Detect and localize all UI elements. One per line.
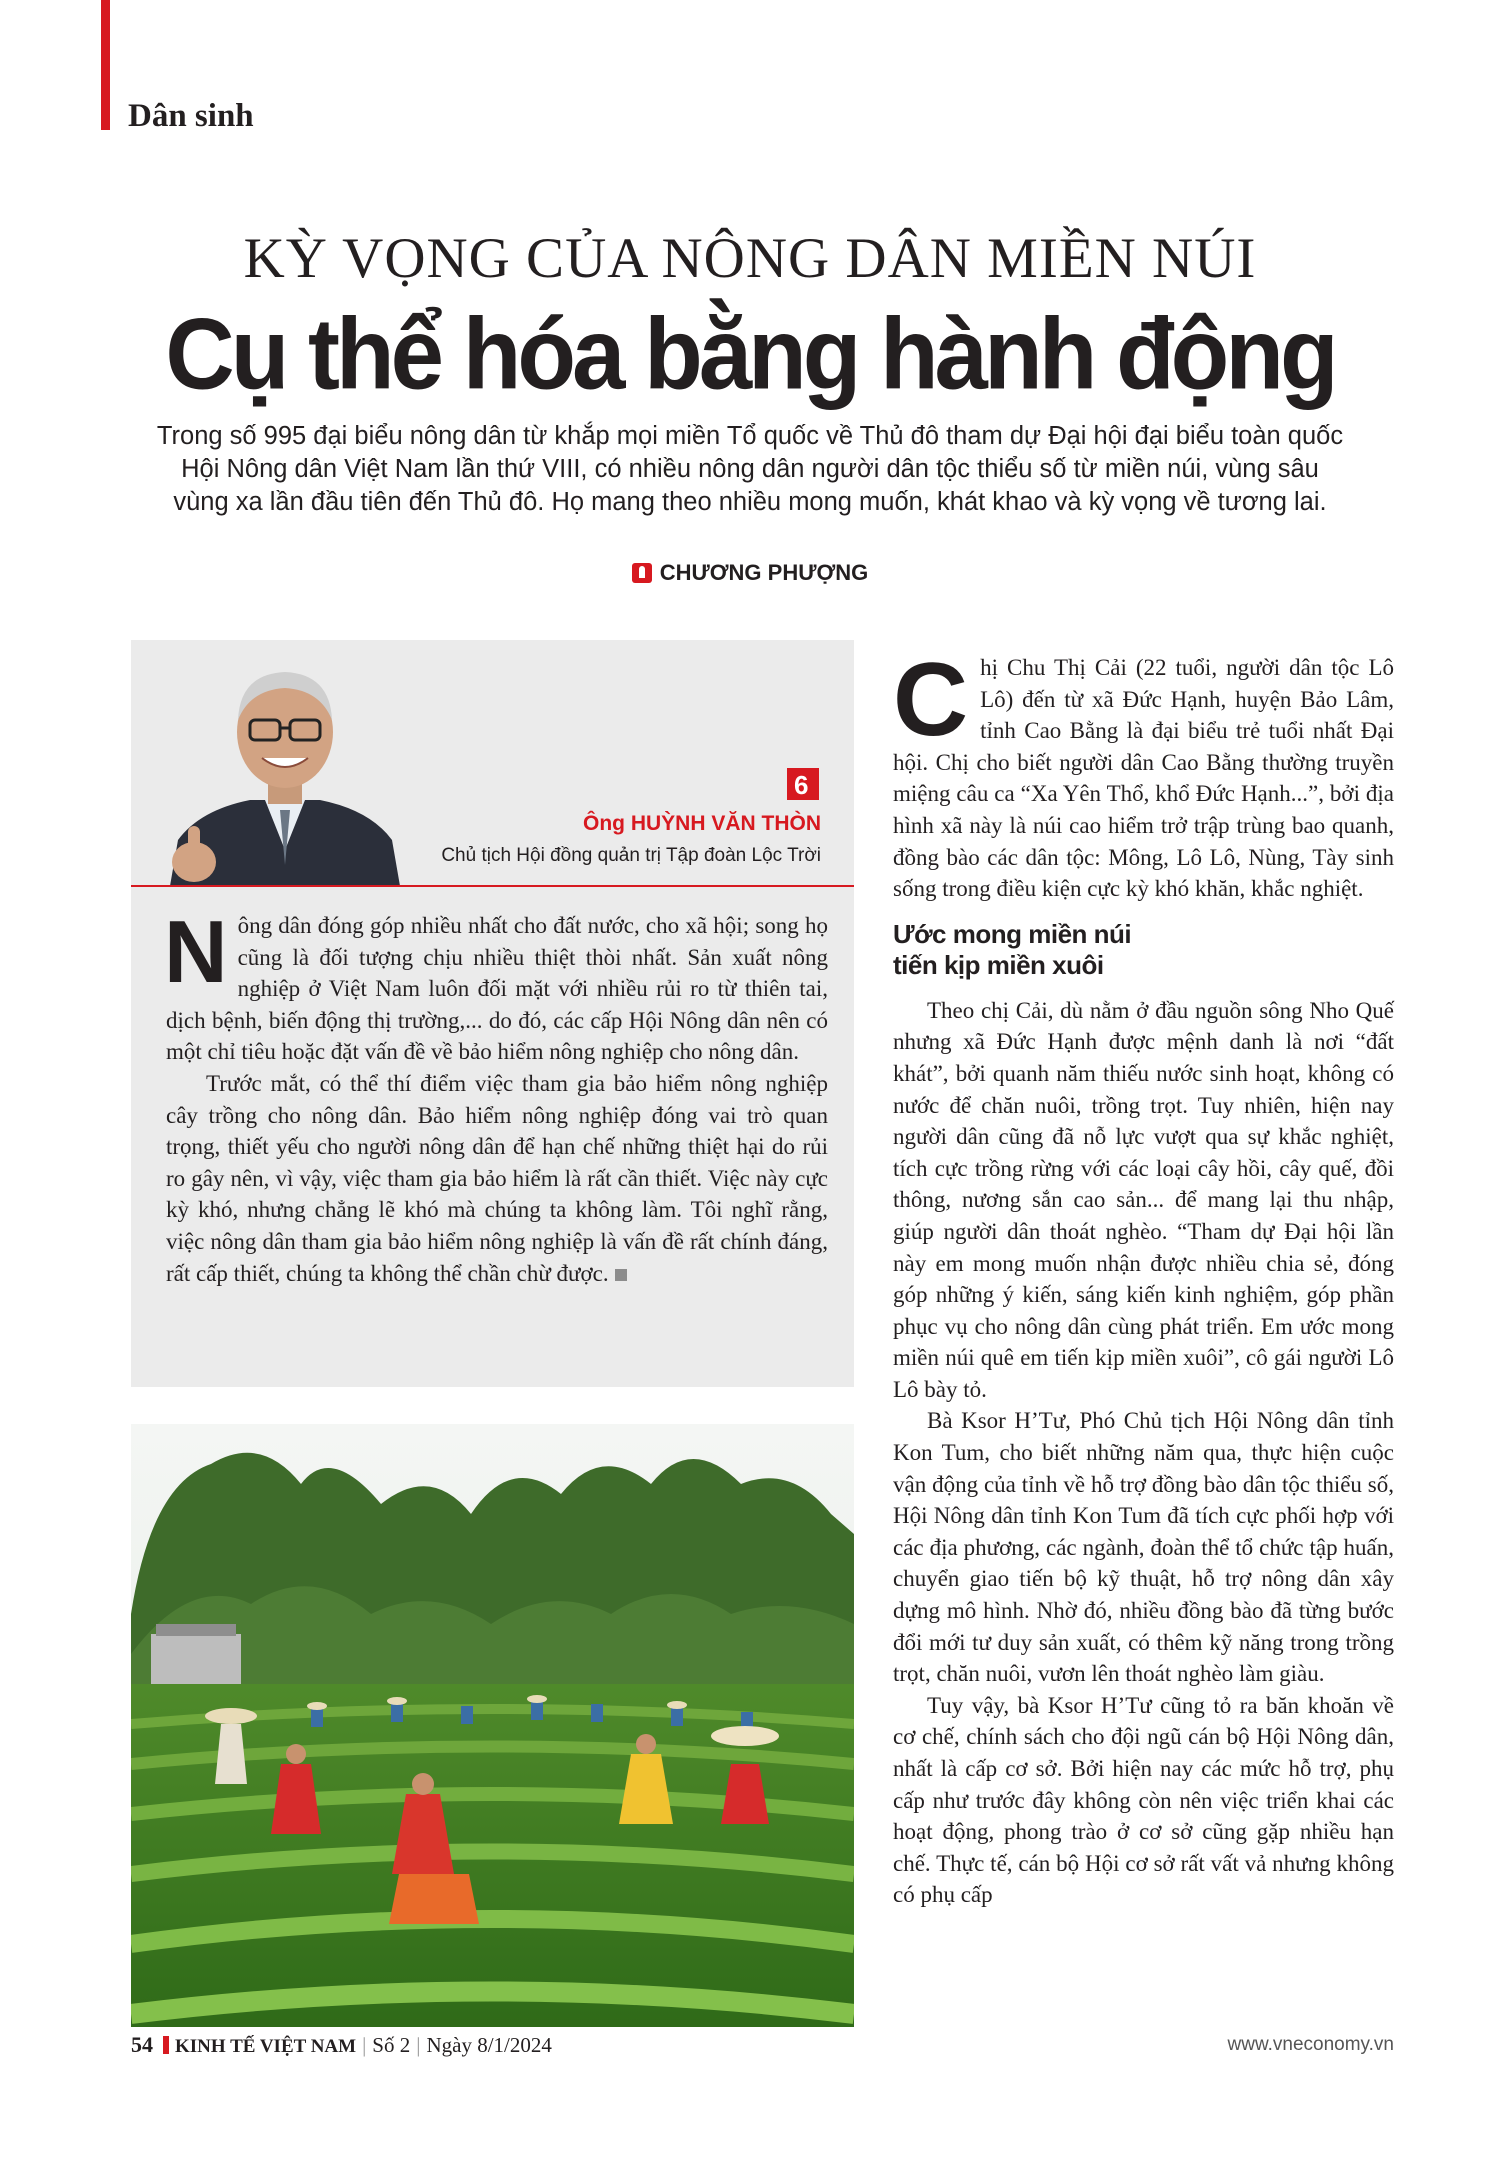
sidebar-paragraph: Nông dân đóng góp nhiều nhất cho đất nước, cho xã hội; song họ cũng là đối tượng chịu nhiều thiệt thòi nhất. Sản xuất nông nghiệp ở Việt Nam luôn đối mặt với nhiều rủi ro từ thiên tai, dịch bệnh, biến động thị trường,... do đó, các cấp Hội Nông dân nên có một chỉ tiêu hoặc đặt vấn đề về bảo hiểm nông nghiệp cho nông dân. [164, 902, 828, 1065]
subheading: Ước mong miền núi tiến kịp miền xuôi [893, 918, 1132, 980]
body-paragraph: Bà Ksor H’Tư, Phó Chủ tịch Hội Nông dân tỉnh Kon Tum, cho biết những năm qua, thực hiện cuộc vận động của tỉnh về hỗ trợ đồng bào dân tộc thiểu số, Hội Nông dân tỉnh Kon Tum đã tích cực phối hợp với các địa phương, các ngành, đoàn thể tổ chức tập huấn, chuyển giao tiến bộ kỹ thuật, hỗ trợ nông dân xây dựng mô hình. Nhờ đó, nhiều đồng bào đã từng bước đổi mới tư duy sản xuất, có thêm kỹ năng trong trồng trọt, chăn nuôi, vươn lên thoát nghèo làm giàu. [893, 1408, 1394, 1687]
body-paragraph: Tuy vậy, bà Ksor H’Tư cũng tỏ ra băn khoăn về cơ chế, chính sách cho đội ngũ cán bộ Hội Nông dân, nhất là cấp cơ sở. Bởi hiện nay các mức hỗ trợ, phụ cấp như trước đây không còn nên việc triển khai các hoạt động, phong trào ở cơ sở cũng gặp nhiều hạn chế. Thực tế, cán bộ Hội cơ sở rất vất vả nhưng không có phụ cấp [893, 1692, 1394, 1908]
loc-troi-logo: 6 [787, 768, 819, 800]
end-mark-icon [615, 1269, 627, 1281]
portrait-photo [160, 650, 410, 886]
page-footer: 54 KINH TẾ VIỆT NAM | Số 2 | Ngày 8/1/2024 [131, 2032, 552, 2057]
pen-icon [632, 563, 652, 583]
tea-field-photo [131, 1424, 854, 2027]
interviewee-name: Ông HUỲNH VĂN THÒN [583, 812, 821, 835]
section-label: Dân sinh [128, 98, 254, 134]
sidebar-quote-text [164, 902, 828, 1289]
sidebar-dropcap: N [164, 902, 228, 1001]
article-kicker: KỲ VỌNG CỦA NÔNG DÂN MIỀN NÚI [243, 227, 1257, 290]
body-dropcap: C [893, 642, 969, 758]
interviewee-title: Chủ tịch Hội đồng quản trị Tập đoàn Lộc Trời [441, 845, 821, 866]
issue-number: Số 2 [372, 2033, 411, 2057]
publication-name: KINH TẾ VIỆT NAM [175, 2036, 357, 2057]
article-lead: Trong số 995 đại biểu nông dân từ khắp mọi miền Tổ quốc về Thủ đô tham dự Đại hội đại biểu toàn quốc Hội Nông dân Việt Nam lần thứ VIII, có nhiều nông dân người dân tộc thiểu số từ miền núi, vùng sâu vùng xa lần đầu tiên đến Thủ đô. Họ mang theo nhiều mong muốn, khát khao và kỳ vọng về tương lai. [156, 422, 1344, 516]
body-paragraph: Theo chị Cải, dù nằm ở đầu nguồn sông Nho Quế nhưng xã Đức Hạnh được mệnh danh là nơi “đất khát”, bởi quanh năm thiếu nước sinh hoạt, không có nước để chăn nuôi, trồng trọt. Tuy nhiên, hiện nay người dân cũng đã nỗ lực vượt qua sự khắc nghiệt, tích cực trồng rừng với các loại cây hồi, cây quế, đồi thông, nương sắn cao sản... để mang lại thu nhập, giúp người dân thoát nghèo. “Tham dự Đại hội lần này em mong muốn nhận được nhiều chia sẻ, đóng góp những ý kiến, sáng kiến kinh nghiệm, góp phần phục vụ cho nông dân cùng phát triển. Em ước mong miền núi quê em tiến kịp miền xuôi”, cô gái người Lô Lô bày tỏ. [893, 997, 1394, 1402]
section-accent-bar [101, 0, 110, 130]
article-headline: Cụ thể hóa bằng hành động [165, 298, 1335, 411]
body-paragraph: Chị Chu Thị Cải (22 tuổi, người dân tộc Lô Lô) đến từ xã Đức Hạnh, huyện Bảo Lâm, tỉnh Cao Bằng là đại biểu trẻ tuổi nhất Đại hội. Chị cho biết người dân Cao Bằng thường truyền miệng câu ca “Xa Yên Thổ, khổ Đức Hạnh...”, bởi địa hình xã này là núi cao hiểm trở trập trùng bao quanh, đồng bào các dân tộc: Mông, Lô Lô, Nùng, Tày sinh sống trong điều kiện cực kỳ khó khăn, khắc nghiệt. [893, 642, 1394, 902]
website-link[interactable]: www.vneconomy.vn [1227, 2034, 1394, 2055]
sidebar-divider [131, 885, 854, 887]
issue-date: Ngày 8/1/2024 [426, 2033, 552, 2057]
article-body [893, 642, 1394, 1911]
author-name: CHƯƠNG PHƯỢNG [659, 560, 869, 585]
page-number: 54 [131, 2032, 153, 2057]
sidebar-paragraph: Trước mắt, có thể thí điểm việc tham gia bảo hiểm nông nghiệp cây trồng cho nông dân. Bảo hiểm nông nghiệp đóng vai trò quan trọng, thiết yếu cho người nông dân để hạn chế những thiệt hại do rủi ro gây nên, vì vậy, việc tham gia bảo hiểm là rất cần thiết. Việc này cực kỳ khó, nhưng chẳng lẽ khó mà chúng ta không làm. Tôi nghĩ rằng, việc nông dân tham gia bảo hiểm nông nghiệp là vấn đề rất chính đáng, rất cấp thiết, chúng ta không thể chần chừ được. [166, 1070, 828, 1286]
byline [0, 560, 1500, 586]
footer-accent-bar [163, 2036, 169, 2054]
